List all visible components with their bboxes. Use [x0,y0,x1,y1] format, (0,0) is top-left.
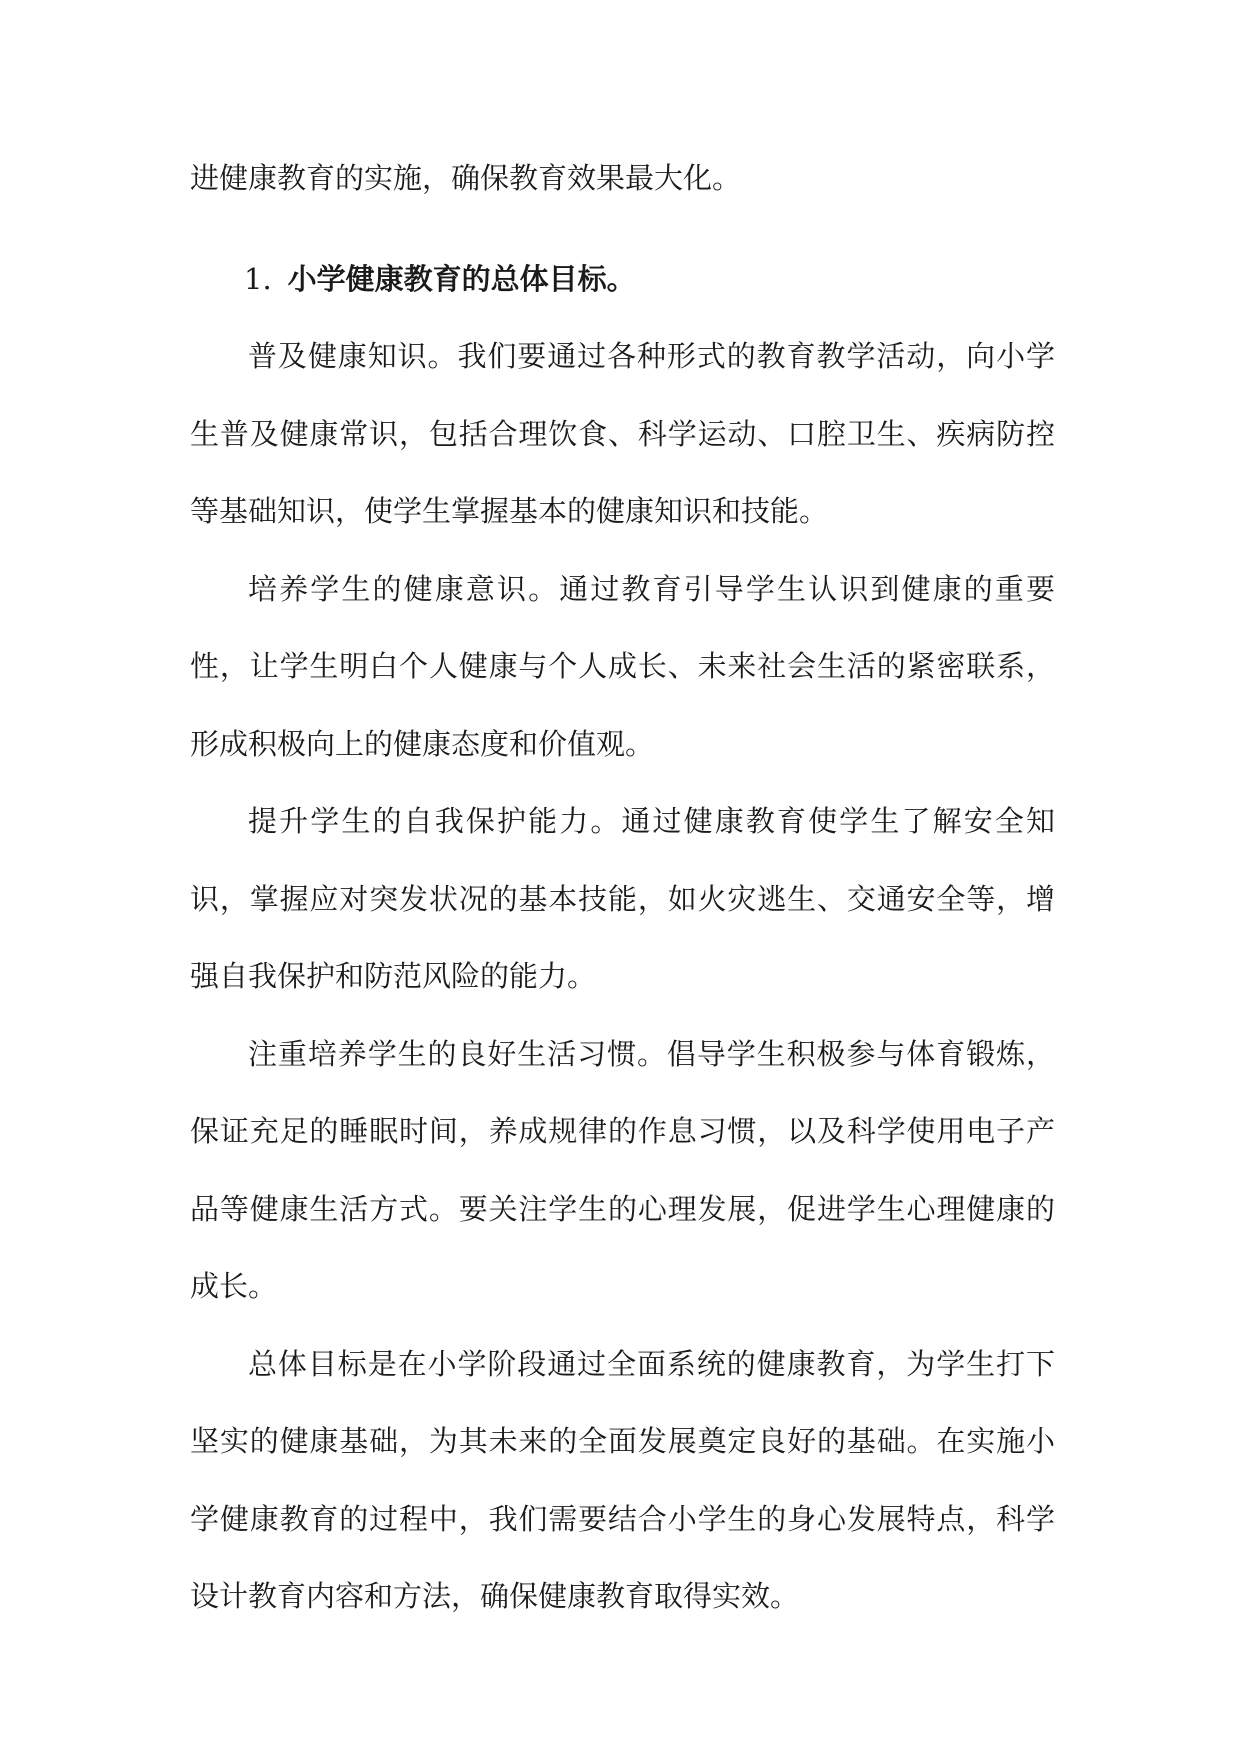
section-heading [190,241,1055,319]
paragraph-self-protection: 提升学生的自我保护能力。通过健康教育使学生了解安全知识，掌握应对突发状况的基本技能，如火灾逃生、交通安全等，增强自我保护和防范风险的能力。 [190,804,1055,993]
paragraph-awareness: 培养学生的健康意识。通过教育引导学生认识到健康的重要性，让学生明白个人健康与个人成长、未来社会生活的紧密联系，形成积极向上的健康态度和价值观。 [190,571,1055,761]
section-number: 1. [244,261,272,296]
paragraph-overall-goal: 总体目标是在小学阶段通过全面系统的健康教育，为学生打下坚实的健康基础，为其未来的全面发展奠定良好的基础。在实施小学健康教育的过程中，我们需要结合小学生的身心发展特点，科学设计教育内容和方法，确保健康教育取得实效。 [190,1346,1055,1613]
paragraph-knowledge: 普及健康知识。我们要通过各种形式的教育教学活动，向小学生普及健康常识，包括合理饮食、科学运动、口腔卫生、疾病防控等基础知识，使学生掌握基本的健康知识和技能。 [190,339,1055,528]
paragraph-habits: 注重培养学生的良好生活习惯。倡导学生积极参与体育锻炼，保证充足的睡眠时间，养成规律的作息习惯，以及科学使用电子产品等健康生活方式。要关注学生的心理发展，促进学生心理健康的成长。 [190,1036,1055,1303]
section-title: 小学健康教育的总体目标。 [287,261,636,296]
continuation-paragraph: 进健康教育的实施，确保教育效果最大化。 [190,161,742,195]
document-body [190,140,1055,1636]
